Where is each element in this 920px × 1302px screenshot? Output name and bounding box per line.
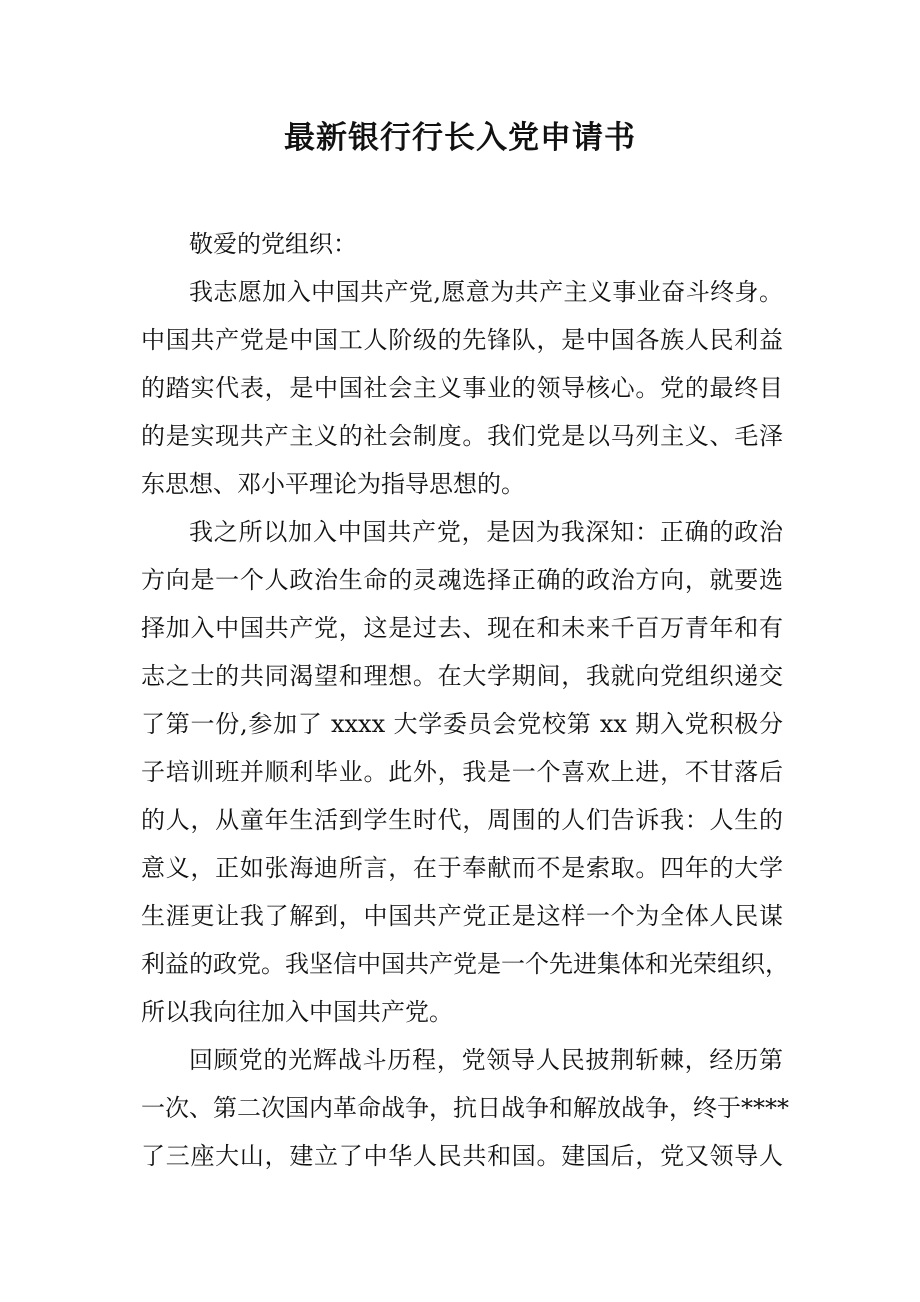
paragraph-line: 一次、第二次国内革命战争，抗日战争和解放战争，终于**** [141,1094,789,1122]
paragraph-line: 了三座大山，建立了中华人民共和国。建国后，党又领导人 [141,1142,783,1170]
document-body [141,220,789,1180]
paragraph-line: 意义，正如张海迪所言，在于奉献而不是索取。四年的大学 [141,854,783,882]
paragraph-line: 东思想、邓小平理论为指导思想的。 [141,470,525,498]
paragraph-line: 的是实现共产主义的社会制度。我们党是以马列主义、毛泽 [141,422,783,450]
paragraph-line: 志之士的共同渴望和理想。在大学期间，我就向党组织递交 [141,662,783,690]
paragraph-line: 所以我向往加入中国共产党。 [141,998,453,1026]
paragraph-line: 回顾党的光辉战斗历程，党领导人民披荆斩棘，经历第 [189,1046,783,1074]
paragraph-line: 的踏实代表，是中国社会主义事业的领导核心。党的最终目 [141,374,783,402]
paragraph-line: 方向是一个人政治生命的灵魂选择正确的政治方向，就要选 [141,566,783,594]
salutation: 敬爱的党组织： [189,230,357,258]
document-title: 最新银行行长入党申请书 [284,120,636,156]
paragraph-line: 子培训班并顺利毕业。此外，我是一个喜欢上进，不甘落后 [141,758,783,786]
paragraph-line: 我之所以加入中国共产党，是因为我深知：正确的政治 [189,518,783,546]
paragraph-line: 中国共产党是中国工人阶级的先锋队，是中国各族人民利益 [141,326,783,354]
paragraph-line: 利益的政党。我坚信中国共产党是一个先进集体和光荣组织， [141,950,789,978]
paragraph-line: 生涯更让我了解到，中国共产党正是这样一个为全体人民谋 [141,902,783,930]
paragraph-line: 的人，从童年生活到学生时代，周围的人们告诉我：人生的 [141,806,783,834]
paragraph-line: 我志愿加入中国共产党,愿意为共产主义事业奋斗终身。 [189,278,783,306]
paragraph-line: 择加入中国共产党，这是过去、现在和未来千百万青年和有 [141,614,783,642]
paragraph-line: 了第一份,参加了 xxxx 大学委员会党校第 xx 期入党积极分 [141,710,783,738]
